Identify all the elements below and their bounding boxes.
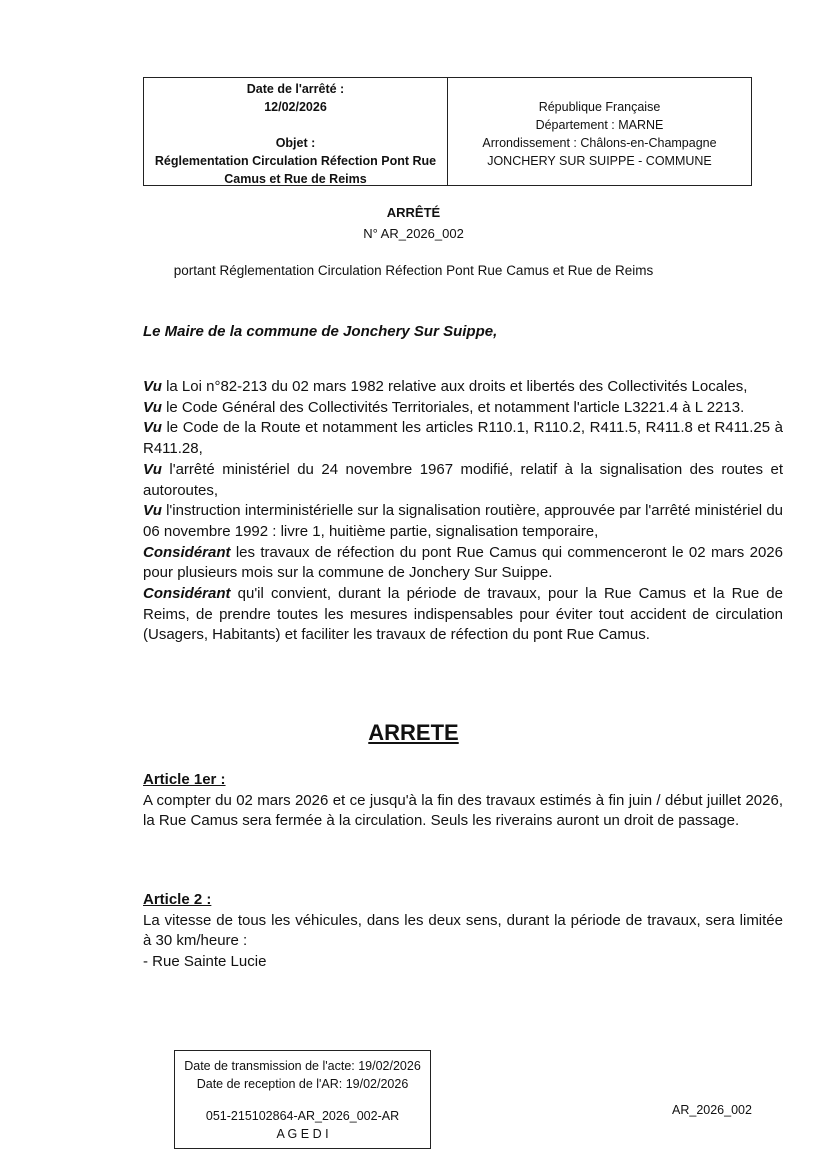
visa-text: les travaux de réfection du pont Rue Camus qui commenceront le 02 mars 2026 pour plusieurs mois sur la commune de Jonchery Sur Suippe.	[143, 543, 783, 582]
visa-prefix: Vu	[143, 502, 162, 520]
visa-text: l'arrêté ministériel du 24 novembre 1967 modifié, relatif à la signalisation des routes et autoroutes,	[143, 460, 783, 499]
visa-paragraph	[143, 418, 783, 459]
visa-prefix: Vu	[143, 460, 162, 478]
maire-line: Le Maire de la commune de Jonchery Sur Suippe,	[143, 323, 498, 340]
article-title: Article 2 :	[143, 891, 212, 908]
visa-paragraph	[143, 398, 783, 419]
visa-prefix: Considérant	[143, 585, 231, 603]
article-text: A compter du 02 mars 2026 et ce jusqu'à la fin des travaux estimés à fin juin / début juillet 2026, la Rue Camus sera fermée à la circulation. Seuls les riverains auront un droit de passage.	[143, 791, 783, 830]
visa-text: l'instruction interministérielle sur la signalisation routière, approuvée par l'arrêté ministériel du 06 novembre 1992 : livre 1, huitième partie, signalisation temporaire,	[143, 502, 783, 540]
visa-prefix: Considérant	[143, 543, 231, 561]
objet-label: Objet :	[275, 136, 316, 150]
objet-line: Réglementation Circulation Réfection Pont Rue	[154, 154, 437, 168]
visa-prefix: Vu	[143, 378, 162, 395]
header-box	[143, 77, 752, 186]
visa-paragraph	[143, 377, 783, 398]
arrete-subject: portant Réglementation Circulation Réfection Pont Rue Camus et Rue de Reims	[173, 263, 654, 278]
visa-text: le Code de la Route et notamment les articles R110.1, R110.2, R411.5, R411.8 et R411.25 à R411.28,	[143, 419, 783, 458]
arrondissement: Arrondissement : Châlons-en-Champagne	[482, 136, 717, 150]
date-value: 12/02/2026	[264, 100, 327, 114]
article-1	[143, 770, 783, 832]
departement: Département : MARNE	[535, 118, 664, 132]
article-title: Article 1er :	[143, 771, 226, 788]
arrete-heading: ARRETE	[368, 720, 459, 745]
article-item: - Rue Sainte Lucie	[143, 953, 267, 971]
visa-text: la Loi n°82-213 du 02 mars 1982 relative aux droits et libertés des Collectivités Locales,	[161, 378, 748, 395]
act-id: 051-215102864-AR_2026_002-AR	[205, 1109, 400, 1123]
visa-prefix: Vu	[143, 419, 162, 437]
republique: République Française	[538, 100, 661, 114]
header-left	[144, 78, 448, 185]
visa-paragraph	[143, 460, 783, 501]
commune: JONCHERY SUR SUIPPE - COMMUNE	[487, 154, 712, 168]
arrete-number: N° AR_2026_002	[363, 226, 464, 241]
date-label: Date de l'arrêté :	[246, 82, 345, 96]
transmission-date: Date de transmission de l'acte: 19/02/2026	[184, 1059, 421, 1073]
visa-text: le Code Général des Collectivités Territoriales, et notamment l'article L3221.4 à L 2213.	[161, 398, 745, 416]
visa-paragraph	[143, 584, 783, 646]
visa-text: qu'il convient, durant la période de travaux, pour la Rue Camus et la Rue de Reims, de prendre toutes les mesures indispensables pour éviter tout accident de circulation (Usagers, Habitants) et faciliter les travaux de réfection du pont Rue Camus.	[143, 585, 783, 644]
visa-paragraph	[143, 543, 783, 584]
footer-reference: AR_2026_002	[672, 1103, 752, 1117]
visas-section	[143, 377, 783, 646]
agedi-label: A G E D I	[276, 1127, 329, 1141]
reception-date: Date de reception de l'AR: 19/02/2026	[196, 1077, 409, 1091]
article-text: La vitesse de tous les véhicules, dans les deux sens, durant la période de travaux, sera limitée à 30 km/heure :	[143, 911, 783, 950]
article-2	[143, 890, 783, 973]
arrete-title: ARRÊTÉ	[386, 205, 441, 220]
header-right	[448, 78, 751, 185]
visa-prefix: Vu	[143, 398, 162, 416]
transmission-stamp	[174, 1050, 431, 1149]
visa-paragraph	[143, 501, 783, 542]
objet-line: Camus et Rue de Reims	[224, 172, 367, 186]
